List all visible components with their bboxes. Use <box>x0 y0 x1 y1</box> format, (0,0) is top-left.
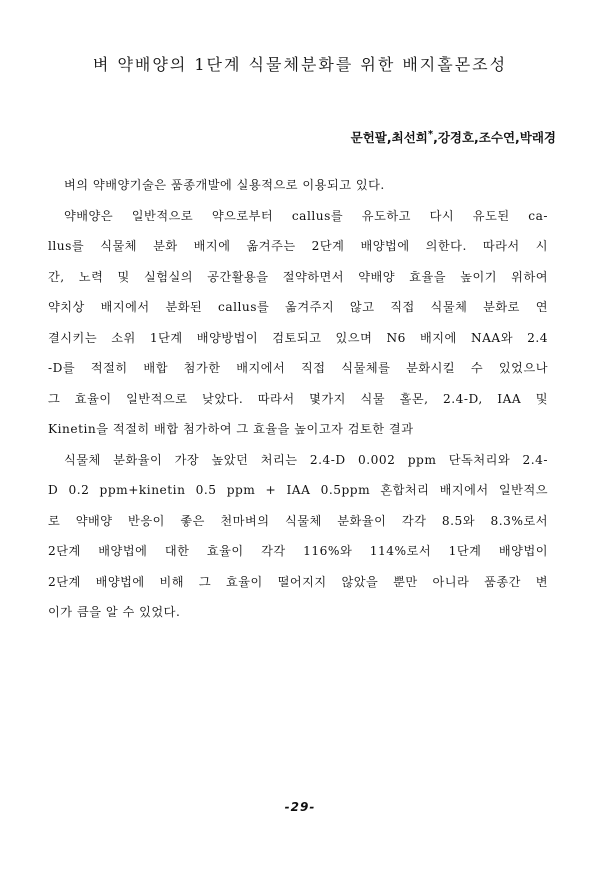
body-line: 약배양은 일반적으로 약으로부터 callus를 유도하고 다시 유도된 ca- <box>64 208 548 223</box>
authors-rest: ,강경호,조수연,박래경 <box>433 130 556 145</box>
page-number: -29- <box>284 800 316 814</box>
body-line: 식물체 분화율이 가장 높았던 처리는 2.4-D 0.002 ppm 단독처리와 2.4- <box>64 452 548 467</box>
body-line: 그 효율이 일반적으로 낮았다. 따라서 몇가지 식물 홀몬, 2.4-D, IAA 및 <box>48 391 548 406</box>
abstract-body <box>48 170 548 628</box>
body-line: 2단계 배양법에 대한 효율이 각각 116%와 114%로서 1단계 배양법이 <box>48 544 548 558</box>
body-line: 결시키는 소위 1단계 배양방법이 검토되고 있으며 N6 배지에 NAA와 2.4 <box>48 330 548 345</box>
body-line: 로 약배양 반응이 좋은 천마벼의 식물체 분화율이 각각 8.5와 8.3%로서 <box>48 513 548 528</box>
body-line: 벼의 약배양기술은 품종개발에 실용적으로 이용되고 있다. <box>64 178 385 192</box>
paper-title: 벼 약배양의 1단계 식물체분화를 위한 배지홀몬조성 <box>92 55 508 74</box>
body-line: 이가 큼을 알 수 있었다. <box>48 605 181 619</box>
authors-first: 문헌팔,최선희 <box>350 130 428 145</box>
body-line: Kinetin을 적절히 배합 첨가하여 그 효율을 높이고자 검토한 결과 <box>48 422 414 436</box>
corresponding-author-mark: * <box>427 128 434 140</box>
body-line: 간, 노력 및 실험실의 공간활용을 절약하면서 약배양 효율을 높이기 위하여 <box>48 269 548 284</box>
body-line: D 0.2 ppm+kinetin 0.5 ppm + IAA 0.5ppm 혼합처리 배지에서 일반적으 <box>48 483 548 497</box>
body-line: 약치상 배지에서 분화된 callus를 옮겨주지 않고 직접 식물체 분화로 연 <box>48 300 548 314</box>
body-line: -D를 적절히 배합 첨가한 배지에서 직접 식물체를 분화시킬 수 있었으나 <box>48 361 548 375</box>
author-list <box>351 128 556 146</box>
body-line: 2단계 배양법에 비해 그 효율이 떨어지지 않았을 뿐만 아니라 품종간 변 <box>48 574 548 589</box>
body-line: llus를 식물체 분화 배지에 옮겨주는 2단계 배양법에 의한다. 따라서 시 <box>48 239 548 253</box>
